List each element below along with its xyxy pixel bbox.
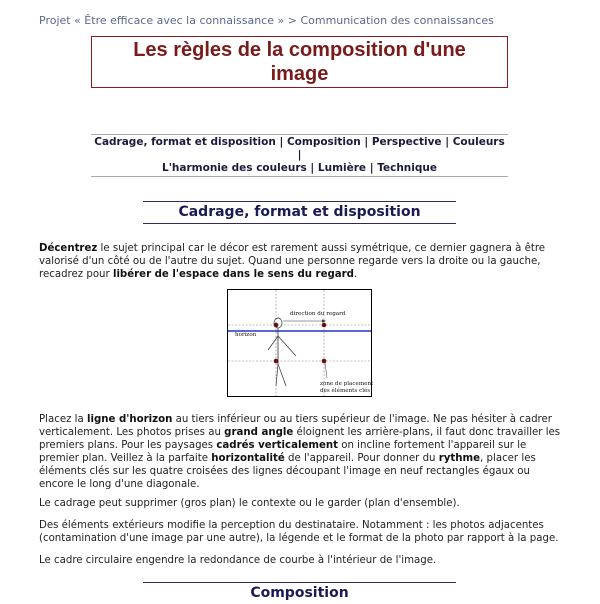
key-point-bottom-left bbox=[274, 359, 279, 364]
breadcrumb-current-link[interactable]: Communication des connaissances bbox=[300, 14, 494, 27]
label-horizon: horizon bbox=[235, 332, 257, 338]
toc-link-couleurs[interactable]: Couleurs bbox=[452, 136, 505, 148]
breadcrumb-project-link[interactable]: Projet « Être efficace avec la connaissance » bbox=[39, 14, 285, 27]
toc-link-perspective[interactable]: Perspective bbox=[371, 136, 442, 148]
toc-link-lumiere[interactable]: Lumière bbox=[317, 162, 367, 174]
label-zone-1: zone de placement bbox=[320, 381, 374, 387]
figure-arm-right bbox=[278, 336, 296, 356]
label-zone-2: des éléments clés bbox=[320, 388, 371, 394]
paragraph-horizon: Placez la ligne d'horizon au tiers inférieur ou au tiers supérieur de l'image. Ne pas hésiter à cadrer verticalement. Les photos prises au grand angle éloignent les arrière-plans, il faut donc travailler les premiers plans. Pour les paysages cadrés verticalement on incline fortement l'appareil sur le premier plan. Veillez à la parfaite horizontalité de l'appareil. Pour donner du rythme, placer les éléments clés sur les quatre croisées des lignes découpant l'image en neuf rectangles égaux ou encore le long d'une diagonale. bbox=[39, 414, 561, 490]
section-heading-cadrage: Cadrage, format et disposition bbox=[143, 201, 456, 224]
rule-of-thirds-diagram bbox=[227, 289, 372, 397]
breadcrumb-separator: > bbox=[284, 14, 301, 27]
paragraph-elements-exterieurs: Des éléments extérieurs modifie la perception du destinataire. Notamment : les photos adjacentes (contamination d'une image par une autre), la légende et le format de la photo par rapport à la page. bbox=[39, 520, 559, 544]
key-point-bottom-right bbox=[322, 359, 327, 364]
section-heading-composition: Composition bbox=[143, 582, 456, 604]
zone-pointer-line bbox=[325, 363, 327, 378]
label-direction-regard: direction du regard bbox=[290, 311, 346, 317]
paragraph-decentrez: Décentrez le sujet principal car le décor est rarement aussi symétrique, ce dernier gagnera à être valorisé d'un côté ou de l'autre du sujet. Quand une personne regarde vers la droite ou la gauche, recadrez pour libérer de l'espace dans le sens du regard. bbox=[39, 243, 546, 280]
toc-link-composition[interactable]: Composition bbox=[286, 136, 361, 148]
figure-leg-right bbox=[278, 364, 286, 386]
figure-arm-left bbox=[268, 336, 278, 350]
toc-link-cadrage[interactable]: Cadrage, format et disposition bbox=[94, 136, 276, 148]
toc-link-harmonie[interactable]: L'harmonie des couleurs bbox=[162, 162, 307, 174]
breadcrumb bbox=[39, 14, 494, 27]
table-of-contents: Cadrage, format et disposition | Composition | Perspective | Couleurs | L'harmonie des couleurs | Lumière | Technique bbox=[91, 134, 508, 177]
key-point-top-right bbox=[322, 323, 327, 328]
toc-link-technique[interactable]: Technique bbox=[377, 162, 437, 174]
paragraph-cadrage-contexte: Le cadrage peut supprimer (gros plan) le contexte ou le garder (plan d'ensemble). bbox=[39, 498, 460, 509]
key-point-top-left bbox=[274, 323, 279, 328]
paragraph-cadre-circulaire: Le cadre circulaire engendre la redondance de courbe à l'intérieur de l'image. bbox=[39, 555, 437, 566]
page-title-box bbox=[91, 36, 508, 88]
page-title: Les règles de la composition d'une image bbox=[133, 39, 466, 85]
